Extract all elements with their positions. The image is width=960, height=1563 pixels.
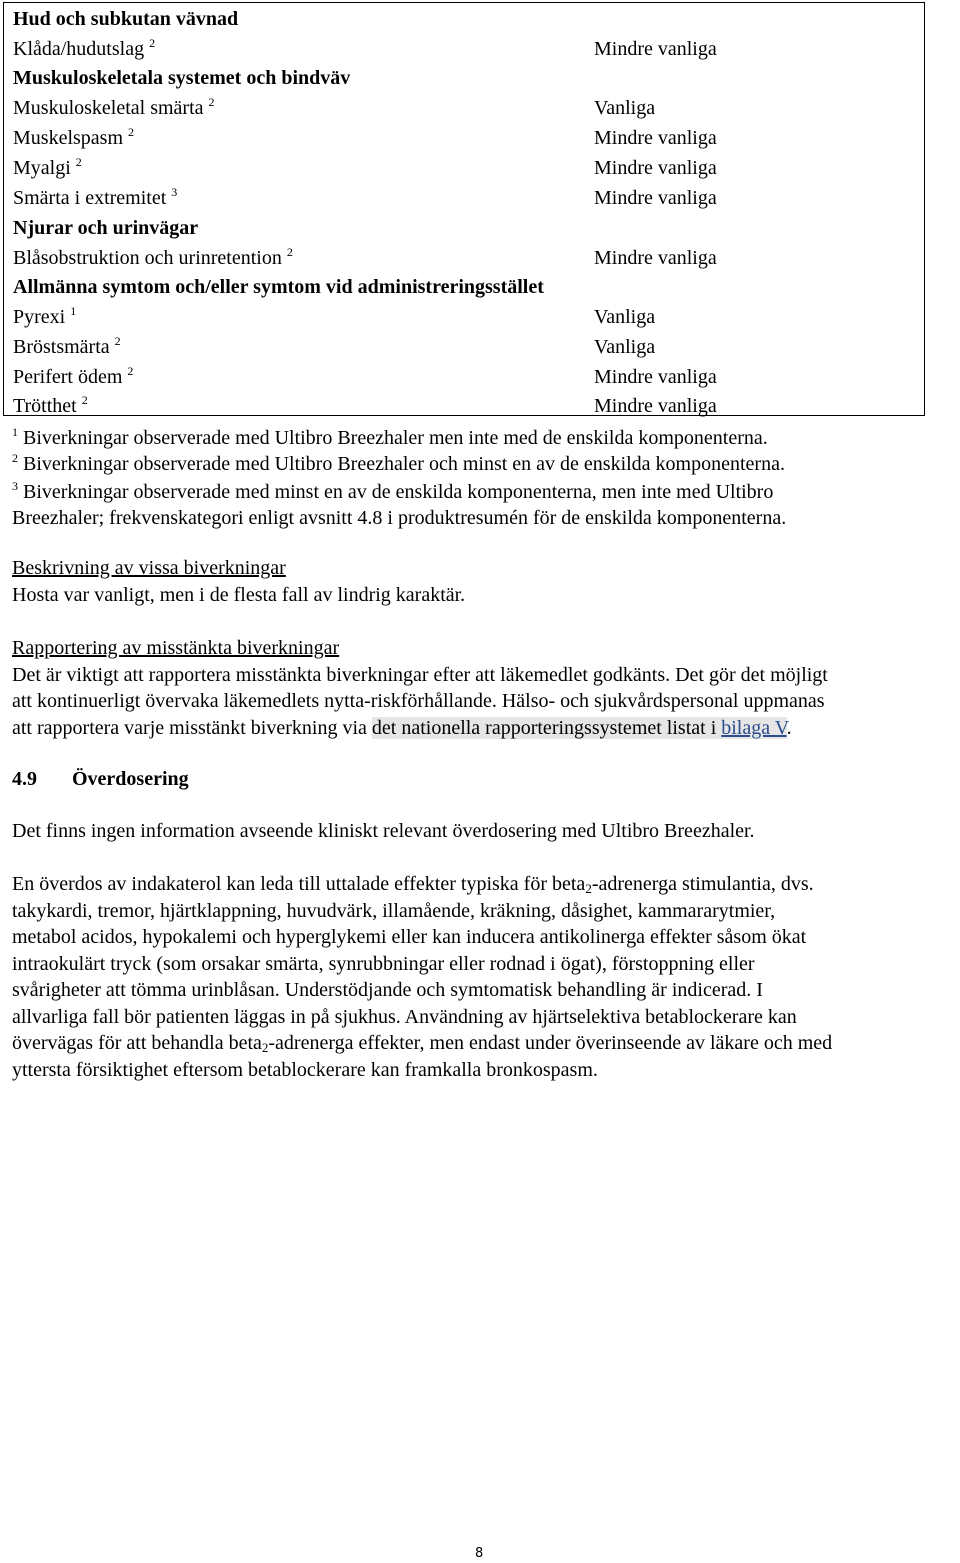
- section-header-label: Njurar och urinvägar: [13, 217, 199, 239]
- table-section-header: [13, 216, 913, 240]
- footnote-1-text: Biverkningar observerade med Ultibro Breezhaler men inte med de enskilda komponenterna.: [23, 427, 768, 449]
- overdose-line-7: [12, 1030, 957, 1057]
- reporting-line-2: att kontinuerligt övervaka läkemedlets nytta-riskförhållande. Hälso- och sjukvårdspersonal uppmanas: [12, 690, 825, 712]
- table-row: [13, 246, 913, 270]
- footnote-3-line1: Biverkningar observerade med minst en av de enskilda komponenterna, men inte med Ultibro: [23, 481, 774, 503]
- reaction-label: Muskelspasm: [13, 127, 123, 149]
- footnote-reference: 2: [128, 125, 134, 139]
- table-section-header: [13, 7, 913, 31]
- page-number: 8: [475, 1546, 484, 1561]
- adverse-reactions-table: [3, 2, 925, 416]
- frequency-value: Mindre vanliga: [594, 38, 717, 60]
- footnote-2: [12, 452, 942, 476]
- overdose-text-1: Det finns ingen information avseende kliniskt relevant överdosering med Ultibro Breezhaler.: [12, 820, 755, 842]
- footnote-reference: 2: [75, 155, 82, 169]
- section-title: Överdosering: [72, 768, 189, 790]
- reaction-label: Myalgi: [13, 157, 71, 179]
- overdose-line-7-a: övervägas för att behandla beta: [12, 1032, 262, 1054]
- overdose-line-4: intraokulärt tryck (som orsakar smärta, synrubbningar eller rodnad i ögat), förstoppning eller: [12, 952, 755, 975]
- overdose-line-6: allvarliga fall bör patienten läggas in på sjukhus. Användning av hjärtselektiva betablockerare kan: [12, 1005, 797, 1028]
- reporting-line-3-text: att rapportera varje misstänkt biverkning via: [12, 716, 372, 739]
- reaction-label: Muskuloskeletal smärta: [13, 97, 204, 119]
- reaction-label: Bröstsmärta: [13, 336, 110, 358]
- section-heading: [12, 767, 189, 791]
- footnote-3-line2: Breezhaler; frekvenskategori enligt avsnitt 4.8 i produktresumén för de enskilda komponenterna.: [12, 507, 787, 529]
- frequency-value: Vanliga: [594, 306, 656, 328]
- reaction-label: Blåsobstruktion och urinretention: [13, 247, 282, 269]
- reaction-label: Pyrexi: [13, 306, 66, 328]
- reporting-section: [12, 635, 957, 741]
- overdose-line-1-a: En överdos av indakaterol kan leda till uttalade effekter typiska för beta: [12, 873, 586, 895]
- table-row: [13, 156, 913, 180]
- overdose-paragraph-2: [12, 871, 957, 1083]
- reaction-label: Smärta i extremitet: [13, 187, 167, 209]
- footnote-3-mark: 3: [12, 479, 18, 493]
- frequency-value: Mindre vanliga: [594, 157, 717, 179]
- footnote-2-text: Biverkningar observerade med Ultibro Breezhaler och minst en av de enskilda komponenterna.: [23, 453, 785, 475]
- section-header-label: Hud och subkutan vävnad: [13, 8, 239, 30]
- table-row: [13, 335, 913, 359]
- frequency-value: Vanliga: [594, 97, 656, 119]
- section-header-label: Muskuloskeletala systemet och bindväv: [13, 67, 351, 89]
- frequency-value: Mindre vanliga: [594, 366, 717, 388]
- overdose-line-3: metabol acidos, hypokalemi och hyperglykemi eller kan inducera antikolinerga effekter såsom ökat: [12, 926, 807, 948]
- table-row: [13, 365, 913, 389]
- description-text: Hosta var vanligt, men i de flesta fall av lindrig karaktär.: [12, 583, 466, 606]
- overdose-line-8: yttersta försiktighet eftersom betablockerare kan framkalla bronkospasm.: [12, 1058, 598, 1081]
- footnote-reference: 2: [149, 36, 156, 50]
- section-header-label: Allmänna symtom och/eller symtom vid administreringsstället: [13, 276, 544, 298]
- footnote-reference: 3: [171, 185, 178, 199]
- overdose-line-7-b: -adrenerga effekter, men endast under överinseende av läkare och med: [268, 1032, 833, 1054]
- table-row: [13, 126, 913, 150]
- footnote-reference: 2: [208, 95, 215, 109]
- overdose-line-1: [12, 871, 957, 898]
- frequency-value: Vanliga: [594, 336, 656, 358]
- overdose-line-5: svårigheter att tömma urinblåsan. Understödjande och symtomatisk behandling är indicerad. I: [12, 979, 763, 1001]
- frequency-value: Mindre vanliga: [594, 247, 717, 269]
- footnote-reference: 2: [81, 393, 88, 407]
- footnote-1-mark: 1: [12, 425, 18, 439]
- reaction-label: Klåda/hudutslag: [13, 38, 145, 60]
- reaction-label: Perifert ödem: [13, 366, 123, 388]
- description-title: Beskrivning av vissa biverkningar: [12, 557, 286, 579]
- frequency-value: Mindre vanliga: [594, 395, 717, 417]
- section-number: 4.9: [12, 768, 37, 790]
- footnote-reference: 2: [286, 245, 293, 259]
- footnote-3: [12, 479, 942, 531]
- beta-subscript: 2: [261, 1040, 269, 1055]
- table-row: [13, 305, 913, 329]
- overdose-line-1-b: -adrenerga stimulantia, dvs.: [591, 873, 814, 895]
- table-row: [13, 186, 913, 210]
- footnote-reference: 1: [70, 304, 77, 318]
- frequency-value: Mindre vanliga: [594, 187, 717, 209]
- reporting-line-1: Det är viktigt att rapportera misstänkta biverkningar efter att läkemedlet godkänts. Det gör det möjligt: [12, 663, 828, 686]
- description-section: [12, 555, 957, 608]
- reporting-title: Rapportering av misstänkta biverkningar: [12, 637, 340, 659]
- footnote-reference: 2: [114, 334, 121, 348]
- footnote-reference: 2: [127, 364, 134, 378]
- footnote-1: [12, 426, 942, 450]
- reporting-system-highlight: [372, 717, 787, 739]
- appendix-v-link[interactable]: bilaga V: [721, 716, 787, 739]
- overdose-line-2: takykardi, tremor, hjärtklappning, huvudvärk, illamående, kräkning, dåsighet, kammararytmier,: [12, 899, 776, 922]
- reaction-label: Trötthet: [13, 395, 77, 417]
- beta-subscript: 2: [585, 881, 592, 896]
- footnote-2-mark: 2: [12, 451, 18, 465]
- table-section-header: [13, 66, 913, 90]
- table-row: [13, 37, 913, 61]
- table-section-header: [13, 275, 913, 299]
- overdose-paragraph-1: [12, 818, 957, 845]
- reporting-line-3-end: .: [786, 716, 792, 739]
- frequency-value: Mindre vanliga: [594, 127, 717, 149]
- table-row: [13, 394, 913, 418]
- table-row: [13, 96, 913, 120]
- reporting-line-3: [12, 715, 957, 742]
- reporting-system-text: det nationella rapporteringssystemet listat i: [371, 716, 722, 739]
